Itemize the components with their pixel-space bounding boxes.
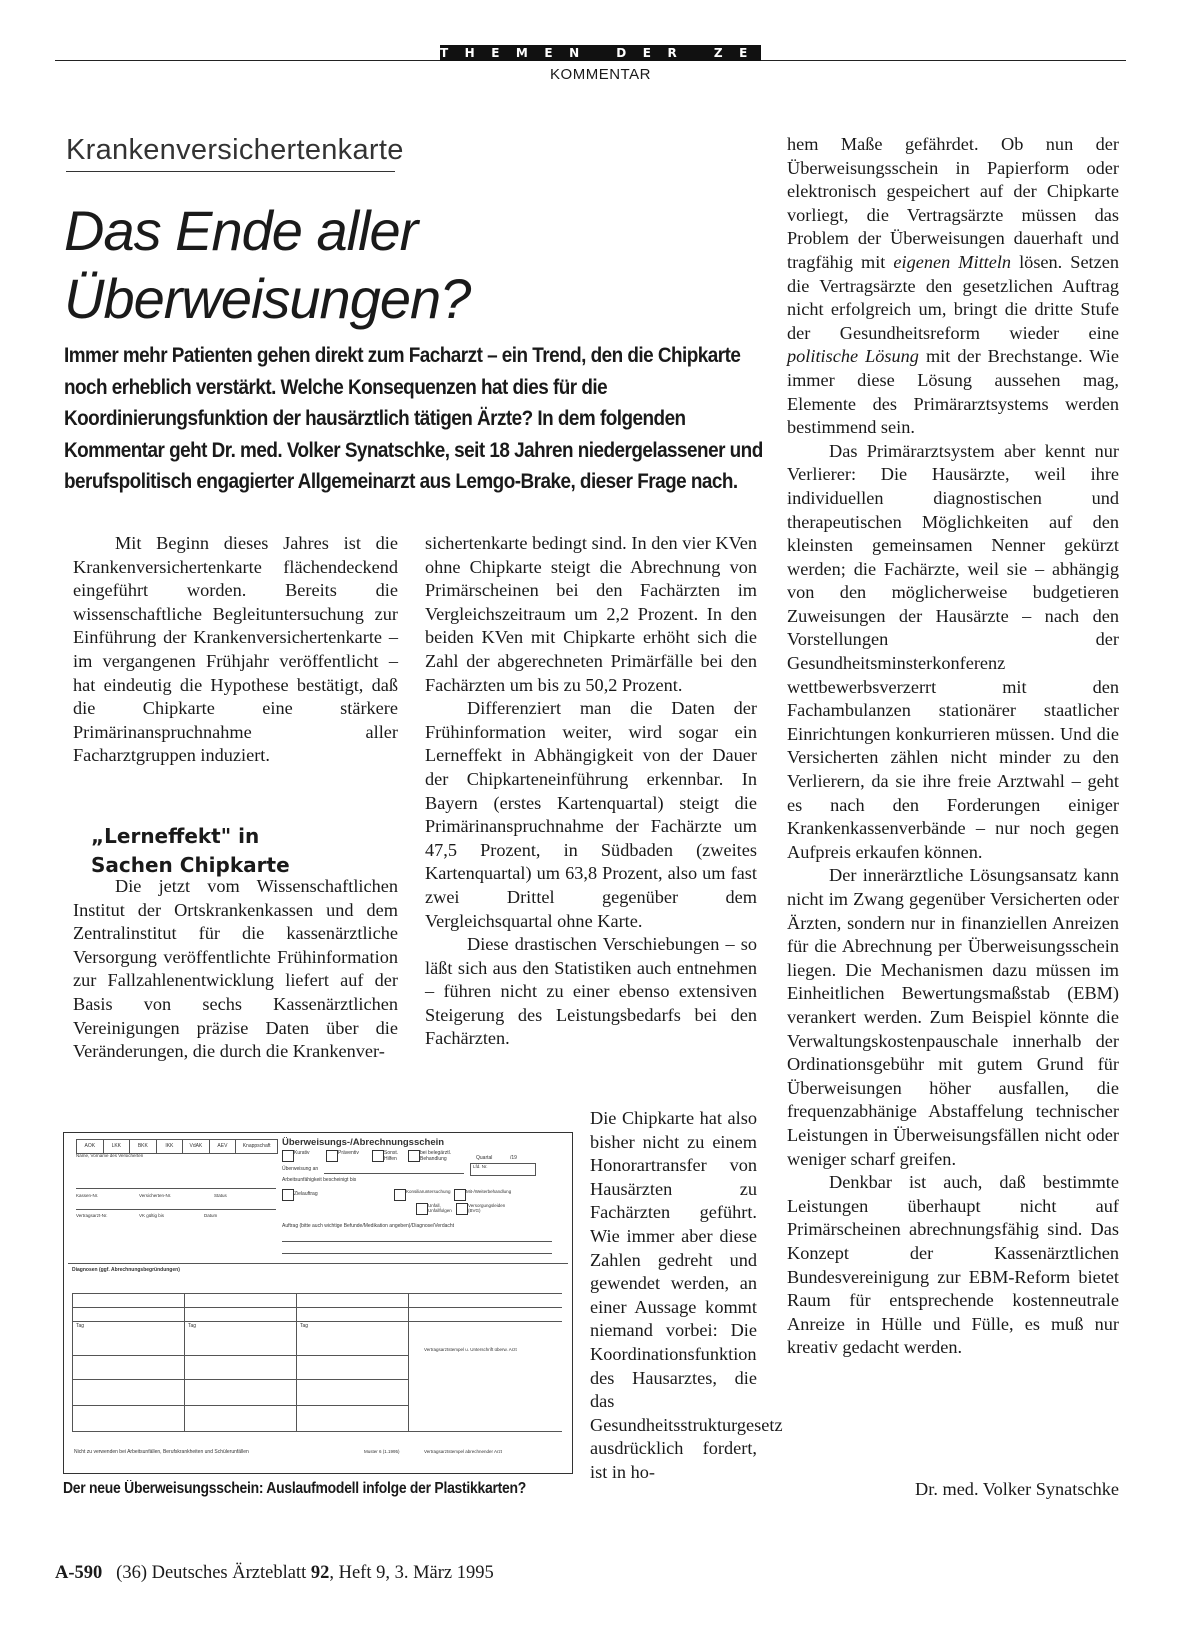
citation: (36) Deutsches Ärzteblatt (116, 1563, 311, 1583)
section-label: KOMMENTAR (550, 66, 651, 83)
paragraph: Die Chipkarte hat also bisher nicht zu einem Honorartransfer von Hausärzten zu Fachärzten geführt. Wie immer aber diese Zahlen gedreht und gewendet werden, an einer Aussage kommt niemand vorbei: Die Koordinationsfunktion des Hausarztes, die das Gesundheitsstrukturgesetz ausdrücklich fordert, ist in ho- (590, 1108, 783, 1482)
headline-line-1: Das Ende aller (64, 199, 418, 262)
checkbox-ziel (282, 1189, 294, 1201)
label-kurativ: Kurativ (294, 1150, 310, 1156)
form-line (76, 1209, 276, 1210)
page-number: A-590 (55, 1563, 103, 1583)
checkbox-unfall (416, 1203, 428, 1215)
figure-caption: Der neue Überweisungsschein: Auslaufmodell infolge der Plastikkarten? (63, 1480, 527, 1497)
label-vk-gueltig: VK gültig bis (139, 1213, 165, 1218)
label-datum: Datum (204, 1213, 218, 1218)
form-line (324, 1173, 464, 1174)
fund-cell: IKK (157, 1140, 184, 1153)
author-signature: Dr. med. Volker Synatschke (915, 1479, 1119, 1499)
label-status: Status (214, 1193, 227, 1198)
label-tag: Tag (188, 1323, 197, 1329)
label-sonst: Sonst. Hilfen (384, 1150, 399, 1162)
text-run: lösen. Setzen die Vertragsärzte den gesetzlichen Auftrag nicht erfolgreich um, bringt die dritte Stufe der Gesundheitsreform wieder eine (787, 251, 1120, 343)
fund-cell: LKK (104, 1140, 131, 1153)
label-muster: Muster 6 (1.1995) (364, 1449, 400, 1454)
headline-line-2: Überweisungen? (64, 267, 471, 330)
form-line (282, 1241, 552, 1242)
label-unfall: Unfall, Unfallfolgen (428, 1203, 452, 1213)
label-praeventiv: Präventiv (338, 1150, 359, 1156)
label-ziel: Zielauftrag (294, 1191, 318, 1197)
form-line (72, 1293, 73, 1431)
form-line (296, 1293, 297, 1431)
fund-cell: VdAK (183, 1140, 210, 1153)
rubric-bar: THEMEN DER ZEIT (440, 46, 810, 60)
checkbox-sonst (372, 1150, 384, 1162)
paragraph: Differenziert man die Daten der Frühinformation weiter, wird sogar ein Lerneffekt in Abhängigkeit von der Dauer der Chipkarteneinführung erkennbar. In Bayern (erstes Kartenquartal) steigt die Primärinanspruchnahme der Fachärzte um 47,5 Prozent, in Südbaden (zweites Kartenquartal) um 63,8 Prozent, also um fast zwei Drittel gegenüber dem Vergleichsquartal ohne Karte. (425, 698, 757, 931)
fund-cell: AOK (77, 1140, 104, 1153)
label-stempel-2: Vertragsarztstempel abrechnender Arzt (424, 1449, 503, 1454)
form-line (72, 1431, 562, 1432)
fund-cell: Knappschaft (242, 1143, 271, 1149)
fund-cell: BKK (130, 1140, 157, 1153)
form-line (282, 1253, 552, 1254)
form-line (72, 1355, 408, 1356)
label-diagnosen: Diagnosen (ggf. Abrechnungsbegründungen) (72, 1267, 180, 1273)
label-tag: Tag (76, 1323, 85, 1329)
label-stempel: Vertragsarztstempel u. Unterschrift überw. Arzt (424, 1347, 517, 1352)
column-2 (425, 532, 757, 1051)
subheading (91, 822, 391, 880)
paragraph: Das Primärarztsystem aber kennt nur Verlierer: Die Hausärzte, weil ihre individuellen diagnostischen und therapeutischen Möglichkeiten auf den kleinsten gemeinsamen Nenner gekürzt werden; die Fachärzte, weil sie – abhängig von den möglicherweise budgetieren Zuweisungen der Hausärzte – nach den Vorstellungen der Gesundheitsminsterkonferenz wettbewerbsverzerrt mit den Fachambulanzen stationärer staatlicher Einrichtungen konkurrieren müssen. Und die Versicherten zählen nicht minder zu den Verlierern, da sie ihre freie Arztwahl – geht es nach den Forderungen einiger Krankenkassenverbände – nur noch gegen Aufpreis erkaufen können. (787, 440, 1119, 862)
form-divider (68, 1263, 568, 1264)
lead-paragraph: Immer mehr Patienten gehen direkt zum Facharzt – ein Trend, den die Chipkarte noch erheblich verstärkt. Welche Konsequenzen hat dies für die Koordinierungsfunktion der hausärztlich tätigen Ärzte? In dem folgenden Kommentar geht Dr. med. Volker Synatschke, seit 18 Jahren niedergelassener und berufspolitisch engagierter Allgemeinarzt aus Lemgo-Brake, dieser Frage nach. (64, 343, 763, 493)
form-line (72, 1307, 562, 1308)
paragraph: sichertenkarte bedingt sind. In den vier KVen ohne Chipkarte steigt die Abrechnung von Primärscheinen bei den Fachärzten im Vergleichszeitraum um 2,2 Prozent. In den beiden KVen mit Chipkarte erhöht sich die Zahl der abgerechneten Primärfälle bei den Fachärzten um bis zu 50,2 Prozent. (425, 533, 757, 695)
column-1-bottom (73, 875, 398, 1064)
page-footer (55, 1563, 494, 1584)
paragraph: Mit Beginn dieses Jahres ist die Krankenversichertenkarte flächendeckend eingeführt worden. Bereits die wissenschaftliche Begleituntersuchung zur Einführung der Krankenversichertenkarte – im vergangenen Frühjahr veröffentlicht – hat eindeutig die Hypothese bestätigt, daß die Chipkarte eine stärkere Primärinanspruchnahme aller Facharztgruppen induziert. (73, 533, 398, 766)
kicker-rule (66, 171, 395, 172)
label-beleg: bei belegärztl. Behandlung (420, 1150, 452, 1162)
headline (64, 197, 684, 333)
label-quartal-year: /19 (510, 1155, 517, 1161)
text-run: mit der Brechstange. Wie immer diese Lösung aussehen mag, Elemente des Primärarztsystems werden bestimmend sein. (787, 346, 1119, 438)
label-tag: Tag (300, 1323, 309, 1329)
subheading-line-1: „Lerneffekt" in (91, 824, 260, 848)
checkbox-mitweiter (454, 1189, 466, 1201)
fund-cell: AEV (210, 1140, 237, 1153)
form-title: Überweisungs-/Abrechnungsschein (282, 1137, 445, 1148)
label-auftrag: Auftrag (bitte auch wichtige Befunde/Medikation angeben)/Diagnose/Verdacht (282, 1223, 455, 1229)
paragraph: Der innerärztliche Lösungsansatz kann nicht im Zwang gegenüber Versicherten oder Ärzten, sondern nur in finanziellen Anreizen für die Abrechnung per Überweisungsschein liegen. Die Mechanismen dazu müssen im Einheitlichen Bewertungsmaßstab (EBM) verankert werden. Zum Beispiel könnte die Verwaltungskostenpauschale innerhalb der Ordinationsgebühr mit gutem Grund für Überweisungen höher ausfallen, die frequenzabhänige Abstaffelung technischer Leistungen in Überweisungsfällen nicht oder weniger scharf greifen. (787, 865, 1119, 1169)
form-line (72, 1379, 408, 1380)
kicker: Krankenversichertenkarte (66, 134, 404, 166)
volume: 92 (310, 1563, 330, 1583)
label-kassen-nr: Kassen-Nr. (76, 1193, 99, 1198)
form-line (72, 1293, 562, 1294)
label-footnote: Nicht zu verwenden bei Arbeitsunfällen, Berufskrankheiten und Schülerunfällen (74, 1449, 249, 1455)
checkbox-versorgung (456, 1203, 468, 1215)
form-line (408, 1293, 409, 1431)
checkbox-praeventiv (326, 1150, 338, 1162)
subheading-line-2: Sachen Chipkarte (91, 853, 290, 877)
form-line (184, 1293, 185, 1431)
paragraph: Diese drastischen Verschiebungen – so läßt sich aus den Statistiken auch entnehmen – führen nicht zu einer ebenso extensiven Steigerung des Leistungsbedarfs bei den Fachärzten. (425, 934, 757, 1049)
label-vertragsarzt-nr: Vertragsarzt-Nr. (76, 1213, 108, 1218)
form-line (72, 1321, 562, 1322)
paragraph: Denkbar ist auch, daß bestimmte Leistungen überhaupt nicht auf Primärscheinen abrechnungsfähig sind. Das Konzept der Kassenärztlichen Bundesvereinigung zur EBM-Reform bietet Raum für entsprechende kostenneutrale Anreize in Hülle und Fülle, es muß nur kreativ gedacht werden. (787, 1172, 1119, 1358)
label-konsiliar: Konsiliaruntersuchung (406, 1189, 451, 1194)
label-quartal: Quartal (476, 1155, 493, 1161)
paragraph: Die jetzt vom Wissenschaftlichen Institut der Ortskrankenkassen und dem Zentralinstitut für die kassenärztliche Versorgung veröffentlichte Frühinformation zur Fallzahlenentwicklung liefert auf der Basis von sechs Kassenärztlichen Vereinigungen präzise Daten über die Veränderungen, die durch die Krankenver- (73, 876, 398, 1062)
emphasis: eigenen Mitteln (893, 251, 1012, 272)
insurance-fund-row (76, 1139, 278, 1154)
column-3 (787, 133, 1119, 1360)
form-line (72, 1405, 408, 1406)
label-name: Name, Vorname des Versicherten (76, 1153, 144, 1158)
box-lfd-nr: Lfd. Nr. (470, 1163, 536, 1176)
label-arbeitsunfaehig: Arbeitsunfähigkeit bescheinigt bis (282, 1177, 357, 1183)
label-ueberweisung-an: Überweisung an (282, 1166, 319, 1172)
checkbox-beleg (408, 1150, 420, 1162)
label-versicherten-nr: Versicherten-Nr. (139, 1193, 172, 1198)
referral-form-figure (63, 1132, 573, 1474)
paragraph (787, 133, 1119, 440)
checkbox-konsiliar (394, 1189, 406, 1201)
form-line (76, 1188, 276, 1189)
emphasis: politische Lösung (787, 346, 919, 367)
label-mitweiter: Mit-/Weiterbehandlung (466, 1189, 512, 1194)
checkbox-kurativ (282, 1150, 294, 1162)
column-2-narrow (590, 1107, 783, 1485)
citation-rest: , Heft 9, 3. März 1995 (329, 1563, 494, 1583)
column-1-top (73, 532, 398, 768)
label-versorgung: Versorgungsleiden (BVG) (468, 1203, 506, 1213)
text-run: hem Maße gefährdet. Ob nun der Überweisungsschein in Papierform oder elektronisch gespeichert auf der Chipkarte vorliegt, die Vertragsärzte müssen das Problem der Überweisungen dauerhaft und tragfähig mit (787, 134, 1119, 272)
